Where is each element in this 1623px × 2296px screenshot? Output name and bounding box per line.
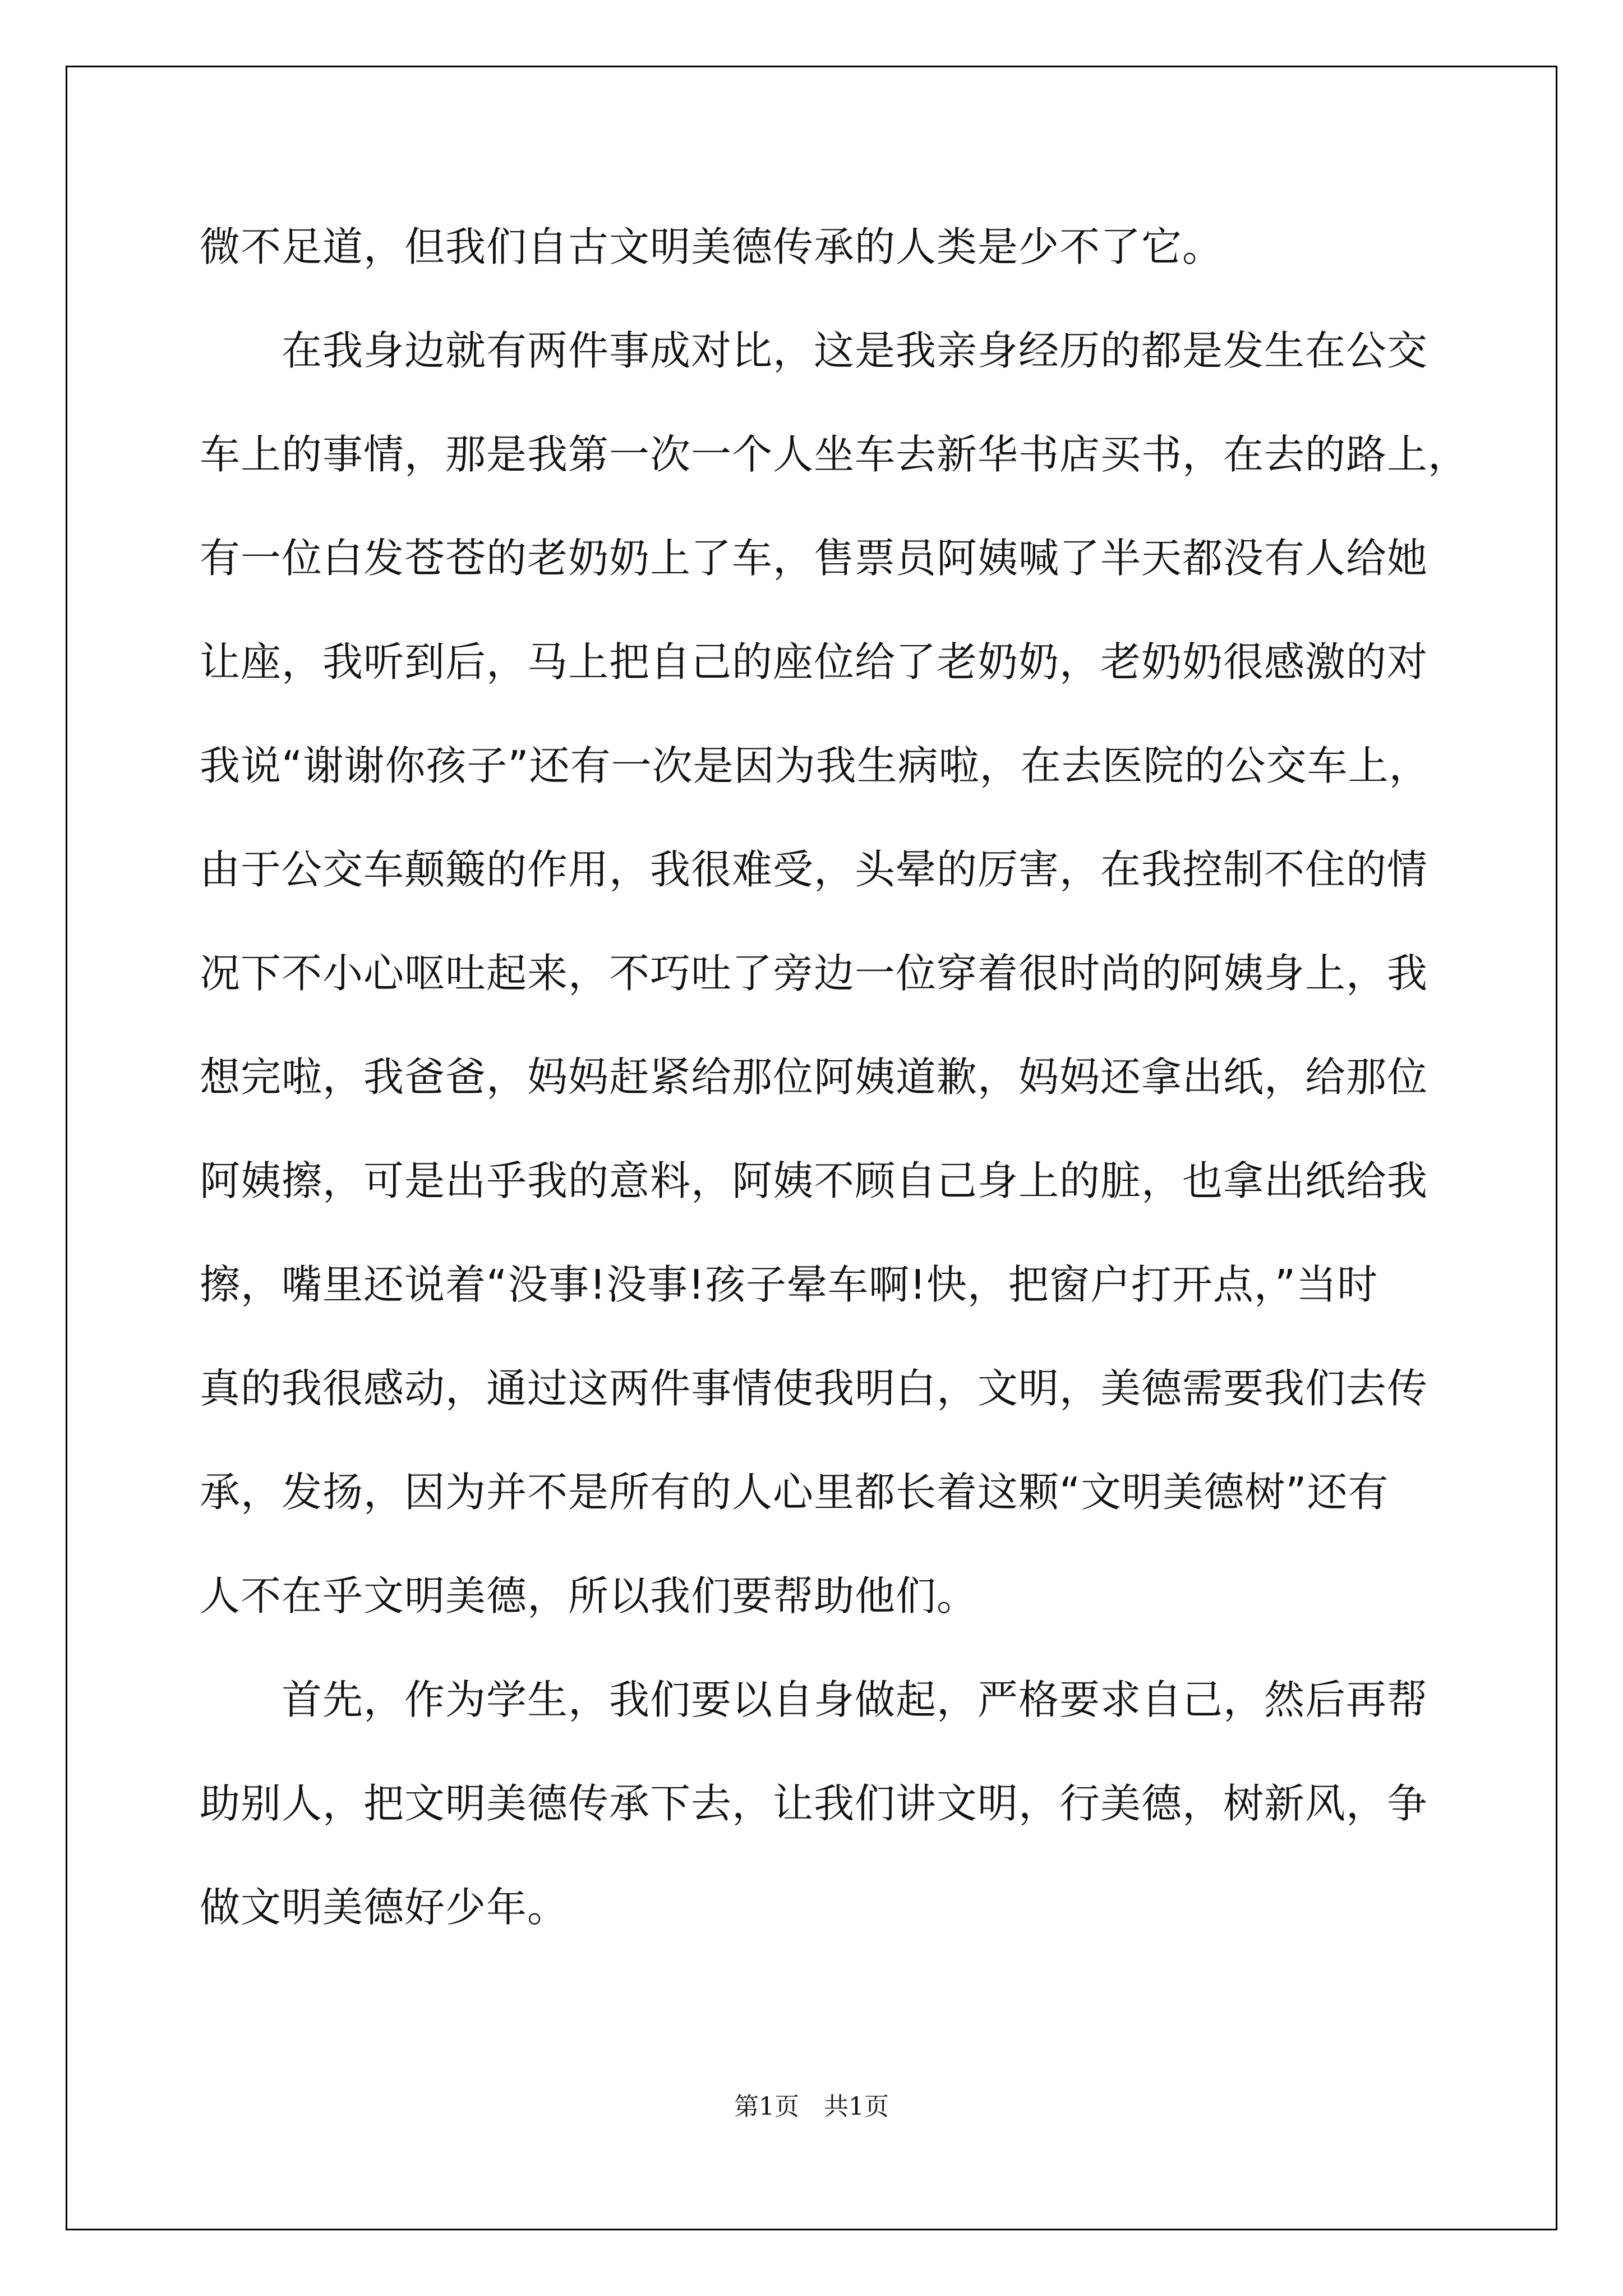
text-line: 况下不小心呕吐起来，不巧吐了旁边一位穿着很时尚的阿姨身上，我	[200, 950, 1428, 997]
text-line: 真的我很感动，通过这两件事情使我明白，文明，美德需要我们去传	[200, 1365, 1428, 1412]
text-line: 在我身边就有两件事成对比，这是我亲身经历的都是发生在公交	[282, 327, 1428, 374]
text-line: 首先，作为学生，我们要以自身做起，严格要求自己，然后再帮	[282, 1676, 1428, 1723]
text-line: 想完啦，我爸爸，妈妈赶紧给那位阿姨道歉，妈妈还拿出纸，给那位	[200, 1053, 1428, 1101]
text-line: 微不足道，但我们自古文明美德传承的人类是少不了它。	[200, 223, 1224, 270]
text-line: 助别人，把文明美德传承下去，让我们讲文明，行美德，树新风，争	[200, 1780, 1428, 1827]
page-number-footer: 第1页 共1页	[734, 2092, 889, 2121]
text-line: 我说“谢谢你孩子”还有一次是因为我生病啦，在去医院的公交车上，	[200, 742, 1430, 789]
text-line: 人不在乎文明美德，所以我们要帮助他们。	[200, 1572, 978, 1619]
text-line: 承，发扬，因为并不是所有的人心里都长着这颗“文明美德树”还有	[200, 1469, 1389, 1516]
text-line: 做文明美德好少年。	[200, 1884, 569, 1931]
text-line: 阿姨擦，可是出乎我的意料，阿姨不顾自己身上的脏，也拿出纸给我	[200, 1157, 1428, 1204]
text-line: 让座，我听到后，马上把自己的座位给了老奶奶，老奶奶很感激的对	[200, 638, 1428, 685]
text-line: 车上的事情，那是我第一次一个人坐车去新华书店买书，在去的路上，	[200, 431, 1469, 478]
text-line: 有一位白发苍苍的老奶奶上了车，售票员阿姨喊了半天都没有人给她	[200, 535, 1428, 582]
text-line: 擦，嘴里还说着“没事!没事!孩子晕车啊!快，把窗户打开点，”当时	[200, 1261, 1378, 1308]
text-line: 由于公交车颠簸的作用，我很难受，头晕的厉害，在我控制不住的情	[200, 846, 1428, 893]
